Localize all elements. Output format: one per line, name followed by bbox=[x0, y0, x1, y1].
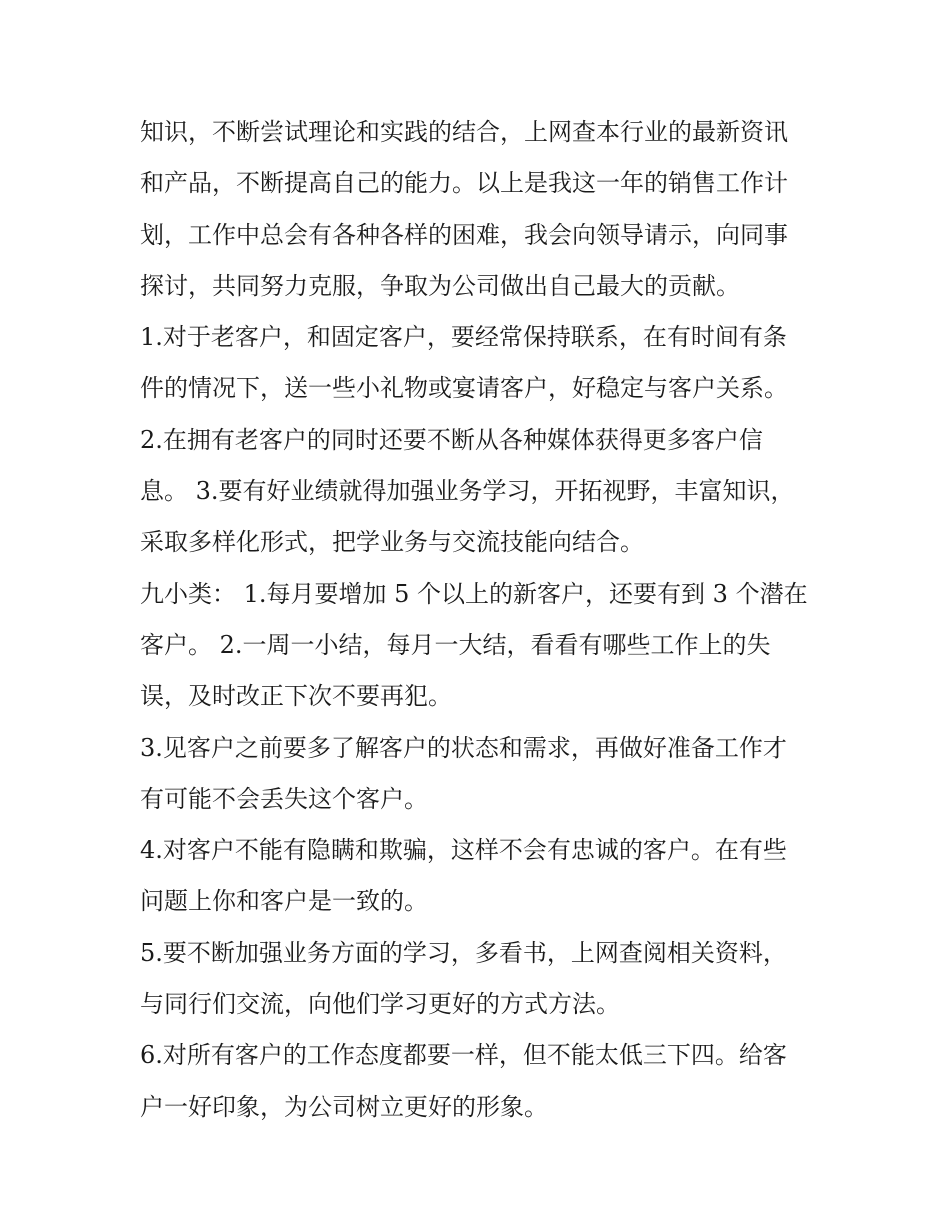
text-line: 有可能不会丢失这个客户。 bbox=[140, 784, 428, 813]
list-item-line: 1.对于老客户，和固定客户，要经常保持联系，在有时间有条 bbox=[140, 323, 787, 352]
list-item-line: 2.在拥有老客户的同时还要不断从各种媒体获得更多客户信 bbox=[140, 425, 763, 454]
list-item-line: 九小类： 1.每月要增加 5 个以上的新客户，还要有到 3 个潜在 bbox=[140, 579, 808, 608]
list-item-line: 客户。 2.一周一小结，每月一大结，看看有哪些工作上的失 bbox=[140, 630, 771, 659]
text-line: 知识，不断尝试理论和实践的结合，上网查本行业的最新资讯 bbox=[140, 118, 788, 146]
text-line: 问题上你和客户是一致的。 bbox=[140, 887, 428, 916]
list-item-line: 息。 3.要有好业绩就得加强业务学习，开拓视野，丰富知识， bbox=[140, 477, 795, 506]
text-line: 件的情况下，送一些小礼物或宴请客户，好稳定与客户关系。 bbox=[140, 374, 788, 403]
list-item-line: 5.要不断加强业务方面的学习，多看书，上网查阅相关资料， bbox=[140, 938, 787, 967]
text-line: 误，及时改正下次不要再犯。 bbox=[140, 682, 452, 711]
text-line: 探讨，共同努力克服，争取为公司做出自己最大的贡献。 bbox=[140, 271, 740, 300]
list-item-line: 6.对所有客户的工作态度都要一样，但不能太低三下四。给客 bbox=[140, 1041, 787, 1070]
text-line: 户一好印象，为公司树立更好的形象。 bbox=[140, 1092, 548, 1121]
list-item-line: 4.对客户不能有隐瞒和欺骗，这样不会有忠诚的客户。在有些 bbox=[140, 836, 787, 865]
text-line: 和产品，不断提高自己的能力。以上是我这一年的销售工作计 bbox=[140, 169, 788, 198]
text-line: 与同行们交流，向他们学习更好的方式方法。 bbox=[140, 990, 620, 1019]
list-item-line: 3.见客户之前要多了解客户的状态和需求，再做好准备工作才 bbox=[140, 733, 787, 762]
text-line: 采取多样化形式，把学业务与交流技能向结合。 bbox=[140, 528, 644, 557]
document-body bbox=[140, 107, 820, 1133]
text-line: 划，工作中总会有各种各样的困难，我会向领导请示，向同事 bbox=[140, 220, 788, 249]
